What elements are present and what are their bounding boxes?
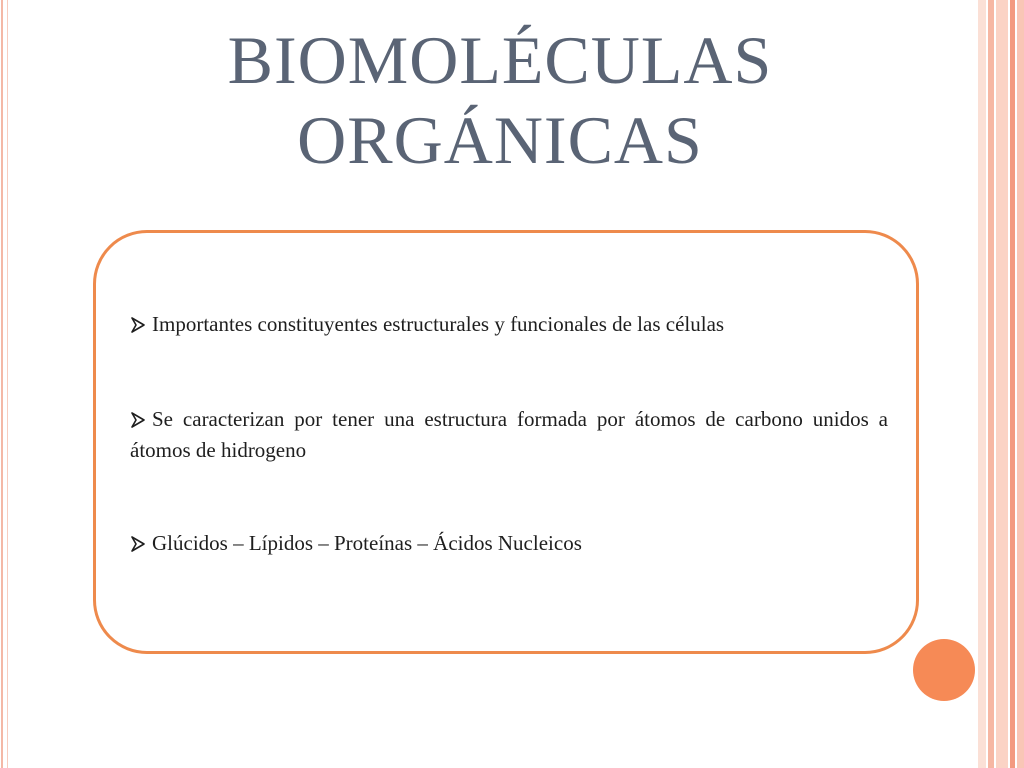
bullet-item: [130, 528, 888, 559]
bullet-text: Glúcidos – Lípidos – Proteínas – Ácidos Nucleicos: [152, 531, 582, 555]
arrow-bullet-icon: [130, 412, 152, 428]
bullet-text: Se caracterizan por tener una estructura formada por átomos de carbono unidos a átomos de hidrogeno: [130, 407, 888, 462]
stripe: [1010, 0, 1015, 768]
stripe: [978, 0, 986, 768]
left-edge-line: [1, 0, 3, 768]
bullet-item: [130, 404, 888, 466]
arrow-bullet-icon: [130, 536, 152, 552]
accent-circle: [913, 639, 975, 701]
bullet-text: Importantes constituyentes estructurales y funcionales de las células: [152, 312, 725, 336]
bullet-item: [130, 309, 888, 340]
content-box: [93, 230, 919, 654]
left-edge-line-inner: [7, 0, 8, 768]
slide-title: [160, 20, 840, 180]
stripe: [988, 0, 994, 768]
bullet-list: [130, 309, 888, 559]
title-line-1: BIOMOLÉCULAS: [227, 22, 773, 98]
arrow-bullet-icon: [130, 317, 152, 333]
stripe: [996, 0, 1008, 768]
title-line-2: ORGÁNICAS: [297, 102, 703, 178]
stripe: [1017, 0, 1024, 768]
